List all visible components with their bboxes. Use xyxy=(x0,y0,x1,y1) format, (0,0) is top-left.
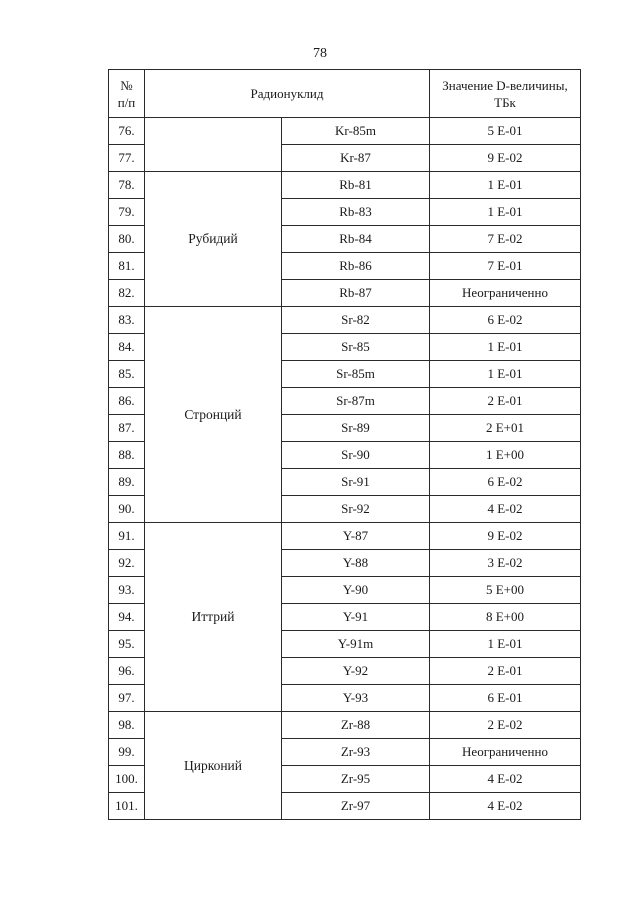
row-number: 92. xyxy=(109,550,145,577)
isotope-name: Sr-91 xyxy=(282,469,430,496)
row-number: 86. xyxy=(109,388,145,415)
row-number: 91. xyxy=(109,523,145,550)
isotope-name: Sr-87m xyxy=(282,388,430,415)
row-number: 84. xyxy=(109,334,145,361)
header-d-value-label: Значение D-величины, xyxy=(442,77,568,93)
row-number: 80. xyxy=(109,226,145,253)
table-row xyxy=(109,172,581,199)
d-value: 8 E+00 xyxy=(430,604,581,631)
row-number: 101. xyxy=(109,793,145,820)
d-value: 1 E-01 xyxy=(430,361,581,388)
d-value: 6 E-02 xyxy=(430,469,581,496)
isotope-name: Y-93 xyxy=(282,685,430,712)
row-number: 88. xyxy=(109,442,145,469)
d-value: 1 E+00 xyxy=(430,442,581,469)
row-number: 89. xyxy=(109,469,145,496)
table-header-row xyxy=(109,70,581,118)
row-number: 85. xyxy=(109,361,145,388)
header-d-value-unit: ТБк xyxy=(494,94,516,110)
row-number: 93. xyxy=(109,577,145,604)
isotope-name: Sr-85m xyxy=(282,361,430,388)
row-number: 95. xyxy=(109,631,145,658)
table-row xyxy=(109,523,581,550)
row-number: 100. xyxy=(109,766,145,793)
element-name xyxy=(145,118,282,172)
header-number-symbol: № xyxy=(120,77,133,93)
row-number: 77. xyxy=(109,145,145,172)
d-value: 4 E-02 xyxy=(430,766,581,793)
isotope-name: Y-92 xyxy=(282,658,430,685)
row-number: 81. xyxy=(109,253,145,280)
row-number: 97. xyxy=(109,685,145,712)
isotope-name: Kr-87 xyxy=(282,145,430,172)
isotope-name: Y-91m xyxy=(282,631,430,658)
isotope-name: Y-88 xyxy=(282,550,430,577)
d-value: 5 E-01 xyxy=(430,118,581,145)
table-row xyxy=(109,307,581,334)
row-number: 87. xyxy=(109,415,145,442)
d-value: 1 E-01 xyxy=(430,631,581,658)
row-number: 90. xyxy=(109,496,145,523)
d-value: 1 E-01 xyxy=(430,334,581,361)
isotope-name: Y-90 xyxy=(282,577,430,604)
isotope-name: Sr-92 xyxy=(282,496,430,523)
d-value: Неограниченно xyxy=(430,280,581,307)
isotope-name: Zr-95 xyxy=(282,766,430,793)
isotope-name: Y-91 xyxy=(282,604,430,631)
header-number-abbr: п/п xyxy=(117,94,136,110)
d-value: 6 E-02 xyxy=(430,307,581,334)
row-number: 96. xyxy=(109,658,145,685)
isotope-name: Zr-88 xyxy=(282,712,430,739)
isotope-name: Rb-81 xyxy=(282,172,430,199)
isotope-name: Zr-97 xyxy=(282,793,430,820)
d-value: 9 E-02 xyxy=(430,523,581,550)
d-value: 2 E-02 xyxy=(430,712,581,739)
isotope-name: Rb-87 xyxy=(282,280,430,307)
header-d-value xyxy=(430,70,581,118)
isotope-name: Rb-86 xyxy=(282,253,430,280)
table-row xyxy=(109,712,581,739)
row-number: 78. xyxy=(109,172,145,199)
row-number: 76. xyxy=(109,118,145,145)
row-number: 83. xyxy=(109,307,145,334)
d-value: 5 E+00 xyxy=(430,577,581,604)
d-value: 4 E-02 xyxy=(430,496,581,523)
page-number: 78 xyxy=(313,46,327,61)
element-name: Иттрий xyxy=(145,523,282,712)
row-number: 82. xyxy=(109,280,145,307)
row-number: 98. xyxy=(109,712,145,739)
isotope-name: Y-87 xyxy=(282,523,430,550)
row-number: 79. xyxy=(109,199,145,226)
element-name: Рубидий xyxy=(145,172,282,307)
table-row xyxy=(109,118,581,145)
isotope-name: Sr-82 xyxy=(282,307,430,334)
d-value: 3 E-02 xyxy=(430,550,581,577)
element-name: Цирконий xyxy=(145,712,282,820)
isotope-name: Sr-90 xyxy=(282,442,430,469)
isotope-name: Rb-84 xyxy=(282,226,430,253)
d-value: 2 E-01 xyxy=(430,658,581,685)
isotope-name: Kr-85m xyxy=(282,118,430,145)
row-number: 94. xyxy=(109,604,145,631)
d-value: Неограниченно xyxy=(430,739,581,766)
header-radionuclide: Радионуклид xyxy=(145,70,430,118)
isotope-name: Rb-83 xyxy=(282,199,430,226)
d-value: 4 E-02 xyxy=(430,793,581,820)
isotope-name: Sr-89 xyxy=(282,415,430,442)
radionuclide-table xyxy=(108,69,581,820)
d-value: 9 E-02 xyxy=(430,145,581,172)
d-value: 2 E+01 xyxy=(430,415,581,442)
row-number: 99. xyxy=(109,739,145,766)
d-value: 6 E-01 xyxy=(430,685,581,712)
isotope-name: Zr-93 xyxy=(282,739,430,766)
header-number xyxy=(109,70,145,118)
d-value: 7 E-02 xyxy=(430,226,581,253)
isotope-name: Sr-85 xyxy=(282,334,430,361)
d-value: 2 E-01 xyxy=(430,388,581,415)
d-value: 1 E-01 xyxy=(430,199,581,226)
d-value: 1 E-01 xyxy=(430,172,581,199)
element-name: Стронций xyxy=(145,307,282,523)
d-value: 7 E-01 xyxy=(430,253,581,280)
